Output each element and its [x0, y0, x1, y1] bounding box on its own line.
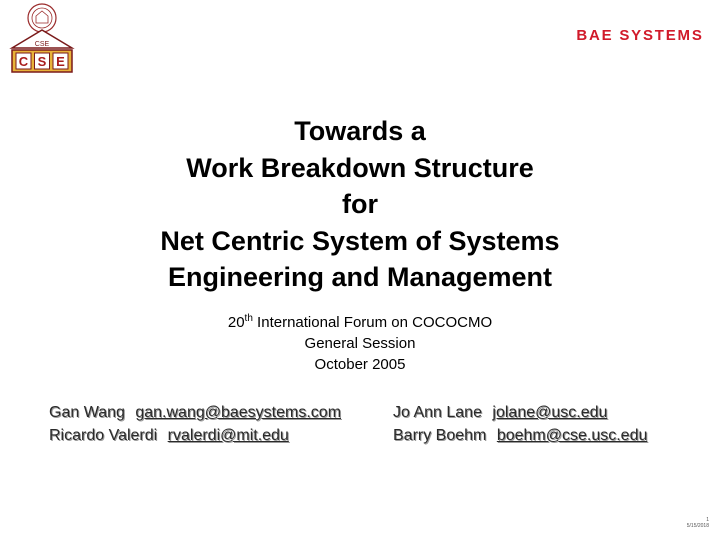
author-name: Gan Wang	[49, 404, 125, 421]
svg-text:E: E	[56, 54, 65, 69]
slide-footer	[687, 517, 709, 529]
author-row	[393, 424, 647, 447]
author-row	[49, 424, 341, 447]
author-email-link[interactable]: rvalerdi@mit.edu	[167, 427, 289, 444]
author-email-link[interactable]: boehm@cse.usc.edu	[496, 427, 648, 444]
forum-ordinal: th	[244, 313, 253, 324]
title-line: Engineering and Management	[167, 262, 553, 292]
svg-text:C: C	[18, 54, 29, 69]
footer-date: 5/15/2018	[686, 523, 709, 529]
page-number: 1	[706, 517, 709, 523]
subtitle-block	[0, 312, 720, 375]
title-line: Work Breakdown Structure	[186, 152, 534, 183]
author-row	[393, 401, 647, 424]
date-line: October 2005	[314, 356, 406, 373]
author-name: Barry Boehm	[393, 427, 487, 444]
slide-title	[0, 113, 720, 296]
svg-text:BAE SYSTEMS: BAE SYSTEMS	[576, 27, 704, 44]
author-email-link[interactable]: jolane@usc.edu	[492, 404, 608, 421]
author-email-link[interactable]: gan.wang@baesystems.com	[135, 404, 342, 421]
svg-text:CSE: CSE	[34, 41, 50, 48]
svg-text:S: S	[37, 54, 47, 69]
forum-number: 20	[227, 314, 245, 331]
title-line: Net Centric System of Systems	[160, 225, 560, 256]
author-name: Ricardo Valerdi	[49, 427, 158, 444]
title-line: for	[342, 189, 378, 219]
bae-systems-logo	[574, 23, 706, 46]
forum-name: International Forum on COCOCMO	[252, 314, 493, 331]
author-name: Jo Ann Lane	[393, 404, 482, 421]
session-line: General Session	[304, 335, 416, 352]
author-row	[49, 401, 341, 424]
authors-right	[393, 401, 647, 447]
authors-left	[49, 401, 341, 447]
title-line: Towards a	[294, 116, 426, 146]
forum-line	[0, 312, 720, 333]
usc-cse-logo	[8, 2, 76, 76]
